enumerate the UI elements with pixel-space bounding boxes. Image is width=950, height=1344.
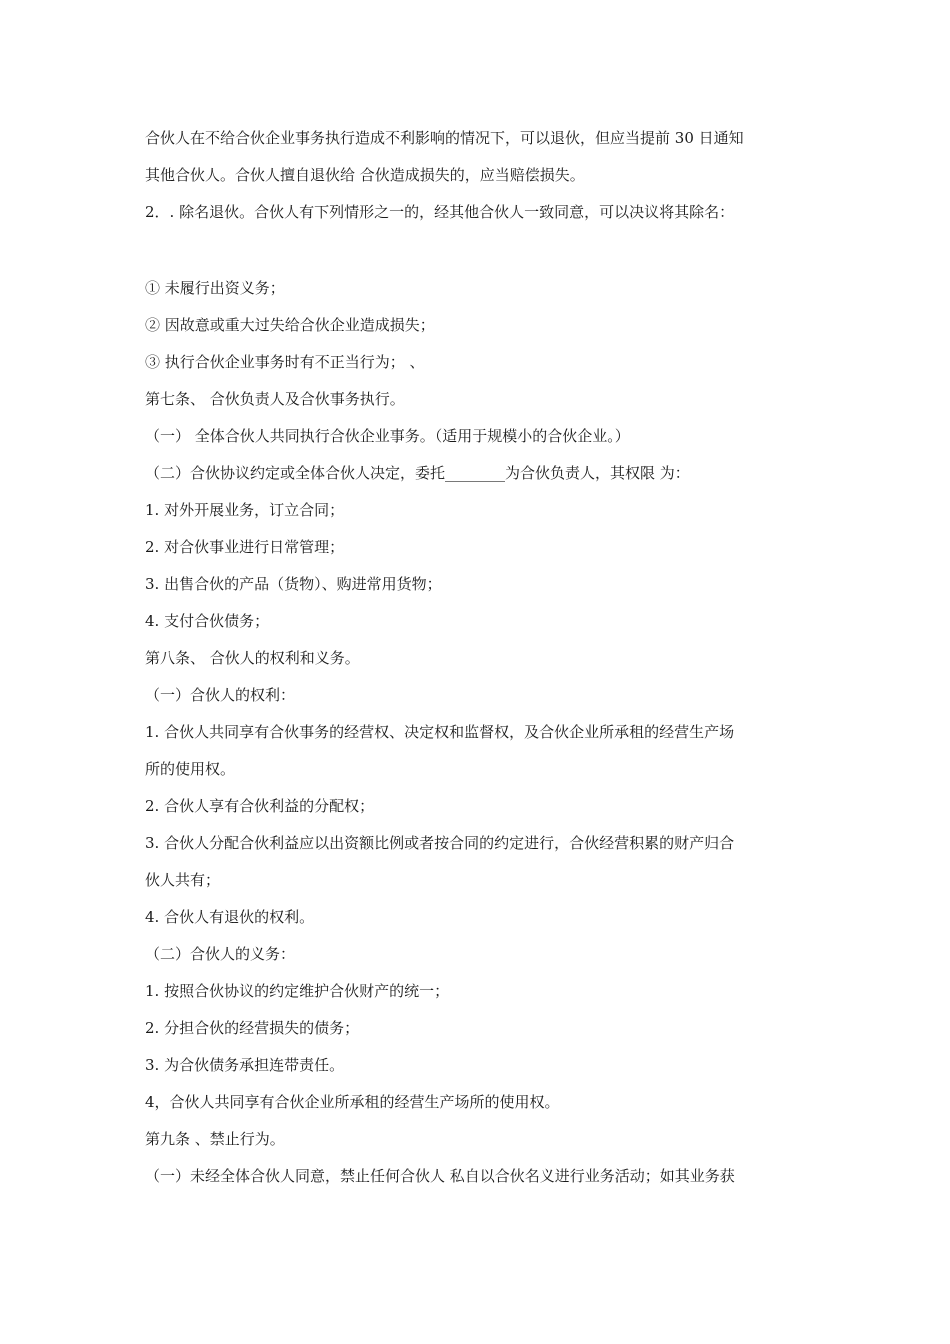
list-item: 3. 出售合伙的产品（货物）、购进常用货物； [145, 575, 442, 593]
list-item: 2. 对合伙事业进行日常管理； [145, 538, 345, 556]
list-item: 4，合伙人共同享有合伙企业所承租的经营生产场所的使用权。 [145, 1093, 560, 1111]
list-item: 2. 分担合伙的经营损失的债务； [145, 1019, 360, 1037]
paragraph-line: （一）未经全体合伙人同意，禁止任何合伙人 私自以合伙名义进行业务活动；如其业务获 [145, 1167, 735, 1185]
list-item: 4. 支付合伙债务； [145, 612, 270, 630]
list-item: 1. 对外开展业务，订立合同； [145, 501, 345, 519]
section-heading: （一）合伙人的权利： [145, 686, 296, 704]
paragraph-line: 伙人共有； [145, 871, 221, 889]
list-item: 3. 为合伙债务承担连带责任。 [145, 1056, 345, 1074]
paragraph-line: 合伙人在不给合伙企业事务执行造成不利影响的情况下，可以退伙，但应当提前 30 日通知 [145, 129, 744, 147]
article-heading: 第九条 、禁止行为。 [145, 1130, 285, 1148]
list-item: 1. 合伙人共同享有合伙事务的经营权、决定权和监督权，及合伙企业所承租的经营生产场 [145, 723, 735, 741]
paragraph-line: 2．. 除名退伙。合伙人有下列情形之一的，经其他合伙人一致同意，可以决议将其除名： [145, 203, 735, 221]
list-item: 2. 合伙人享有合伙利益的分配权； [145, 797, 375, 815]
paragraph-line: 所的使用权。 [145, 760, 236, 778]
article-heading: 第七条、 合伙负责人及合伙事务执行。 [145, 390, 405, 408]
paragraph-line: 其他合伙人。合伙人擅自退伙给 合伙造成损失的，应当赔偿损失。 [145, 166, 585, 184]
list-item: ① 未履行出资义务； [145, 279, 285, 297]
paragraph-line: （二）合伙协议约定或全体合伙人决定，委托________为合伙负责人，其权限 为： [145, 464, 690, 482]
section-heading: （二）合伙人的义务： [145, 945, 296, 963]
list-item: 3. 合伙人分配合伙利益应以出资额比例或者按合同的约定进行，合伙经营积累的财产归合 [145, 834, 735, 852]
article-heading: 第八条、 合伙人的权利和义务。 [145, 649, 360, 667]
list-item: 4. 合伙人有退伙的权利。 [145, 908, 315, 926]
list-item: 1. 按照合伙协议的约定维护合伙财产的统一； [145, 982, 450, 1000]
paragraph-line: （一） 全体合伙人共同执行合伙企业事务。（适用于规模小的合伙企业。） [145, 427, 630, 445]
list-item: ② 因故意或重大过失给合伙企业造成损失； [145, 316, 435, 334]
list-item: ③ 执行合伙企业事务时有不正当行为； 、 [145, 353, 425, 371]
